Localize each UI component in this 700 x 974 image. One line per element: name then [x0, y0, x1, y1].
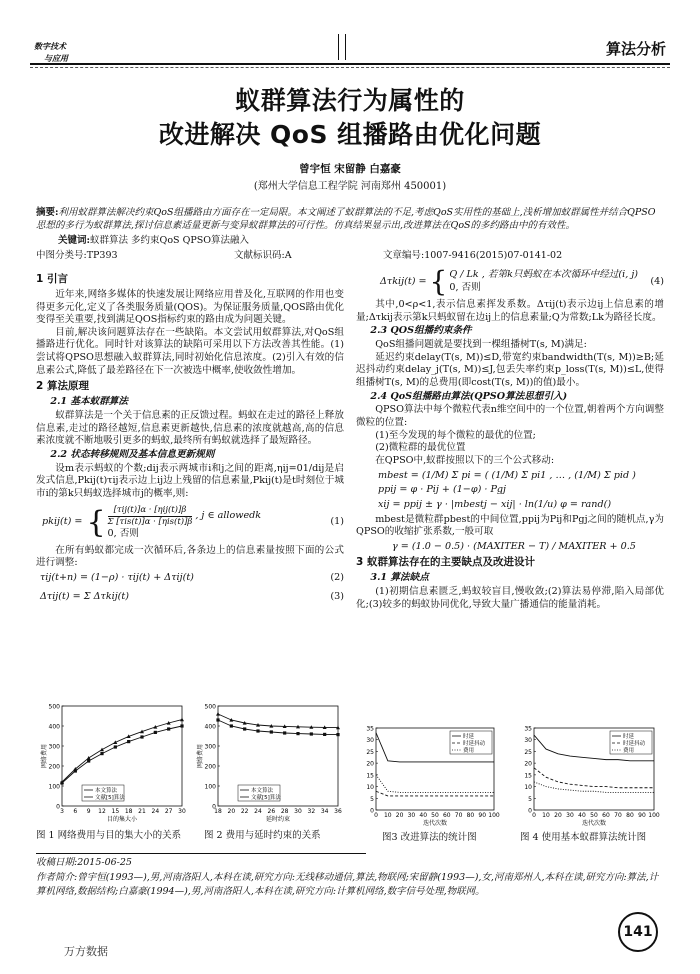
x-tick-label: 70: [614, 812, 622, 819]
x-tick-label: 80: [466, 812, 475, 819]
x-tick-label: 28: [280, 808, 289, 815]
legend-label: 时延抖动: [463, 741, 486, 747]
figure-3: [360, 722, 500, 826]
equation-7-body: xij = ppij ± γ · |mbestj − xij| · ln(1/u) φ = rand(): [378, 498, 612, 510]
data-point: [256, 729, 259, 732]
x-tick-label: 21: [138, 808, 146, 815]
x-tick-label: 20: [227, 808, 236, 815]
column-title: 算法分析: [605, 40, 666, 58]
legend-label: 本文算法: [251, 788, 274, 794]
y-tick-label: 35: [524, 725, 532, 733]
section-2-2-heading: 2.2 状态转移规则及基本信息更新规则: [50, 448, 215, 460]
equation-7: [356, 499, 664, 512]
data-point: [216, 718, 219, 721]
x-tick-label: 40: [419, 812, 428, 819]
x-axis-label: 延时约束: [265, 816, 291, 822]
x-tick-label: 24: [151, 808, 160, 815]
section-1-para-1: 近年来,网络多媒体的快速发展让网络应用普及化,互联网的作用也变得更多元化,定义了各类服务质量(QOS)。为保证服务质量,QOS路由优化变得至关重要,找到满足QOS指标约束的路由成为问题关键。: [36, 288, 344, 326]
x-tick-label: 0: [532, 812, 536, 819]
x-tick-label: 15: [111, 808, 120, 815]
y-tick-label: 300: [204, 743, 216, 751]
data-point: [140, 735, 143, 738]
data-point: [154, 731, 157, 734]
section-3-heading: 3 蚁群算法存在的主要缺点及改进设计: [356, 556, 535, 569]
x-tick-label: 18: [124, 808, 133, 815]
equation-4-lhs: Δτkij(t) =: [380, 275, 427, 287]
clc-number: 中图分类号:TP393: [36, 250, 118, 261]
y-tick-label: 100: [204, 783, 216, 791]
series-line-2: [62, 720, 182, 782]
x-tick-label: 10: [383, 812, 392, 819]
section-2-4-heading: 2.4 QoS组播路由算法(QPSO算法思想引入): [370, 390, 568, 402]
equation-5-body: mbest = (1/M) Σ pi = ( (1/M) Σ pi1 , … , (1/M) Σ pid ): [378, 469, 636, 481]
figure-4-caption: 图 4 使用基本蚁群算法统计图: [520, 832, 647, 843]
section-2-2-para-2: 在所有蚂蚁都完成一次循环后,各条边上的信息素量按照下面的公式进行调整:: [36, 544, 344, 569]
x-tick-label: 100: [648, 812, 660, 819]
y-tick-label: 35: [366, 725, 374, 733]
x-tick-label: 20: [395, 812, 404, 819]
equation-1-number: (1): [330, 516, 344, 528]
legend-label: 文献[5]算法: [251, 795, 281, 801]
journal-logo-line1: 数字技术: [34, 41, 66, 51]
x-tick-label: 3: [60, 808, 64, 815]
equation-1-else: 0, 否则: [107, 528, 139, 539]
y-tick-label: 30: [524, 737, 532, 745]
equation-4-case-a: Q / Lk , 若第k只蚂蚁在本次循环中经过(i, j): [449, 269, 639, 281]
abstract-text: 利用蚁群算法解决约束QoS组播路由方面存在一定局限。本文阐述了蚁群算法的不足,考虑QoS实用性的基础上,浅析增加蚁群属性并结合QPSO思想的多行为蚁群算法,探讨信息素适量更新与变异蚁群算法的可行性。仿真结果显示出,改进算法在QoS的多约路由中的有效性。: [36, 207, 656, 231]
section-1-heading: 1 引言: [36, 273, 68, 285]
data-point: [243, 727, 246, 730]
abstract-label: 摘要:: [36, 207, 59, 218]
x-tick-label: 18: [214, 808, 222, 815]
header-rule: [30, 63, 670, 65]
y-tick-label: 5: [370, 795, 374, 803]
figure-1: [40, 700, 188, 822]
figure-2: [196, 700, 344, 822]
equation-2: [36, 572, 344, 585]
equation-4-case-b: 0, 否则: [449, 282, 481, 293]
y-axis-label: 网络费用: [197, 743, 204, 769]
watermark: 万方数据: [64, 945, 108, 958]
series-line-3: [534, 782, 654, 793]
x-tick-label: 50: [431, 812, 439, 819]
article-number: 文章编号:1007-9416(2015)07-0141-02: [383, 250, 563, 261]
section-1-para-2: 目前,解决该问题算法存在一些缺陷。本文尝试用蚁群算法,对QoS组播路进行优化。同时针对该算法的缺陷可采用以下方法改善其性能。(1)尝试将QPSO思想融入蚁群算法,同时初始化信息浓度。(2)引入有效的信息素公式,降低了最差路径在下一次被选中概率,使收敛性增加。: [36, 326, 344, 376]
figure-2-caption: 图 2 费用与延时约束的关系: [204, 830, 321, 841]
data-point: [167, 727, 170, 730]
x-tick-label: 6: [73, 808, 78, 815]
legend-label: 时延: [463, 734, 475, 740]
data-point: [180, 724, 183, 727]
x-tick-label: 9: [86, 808, 91, 815]
section-2-1-para: 蚁群算法是一个关于信息素的正反馈过程。蚂蚁在走过的路径上释放信息素,走过的路径越短,信息素更新越快,信息素的浓度就越高,高的信息素浓度就不断地吸引更多的蚂蚁,最终所有蚂蚁就选择了最短路径。: [36, 409, 344, 447]
x-tick-label: 50: [590, 812, 598, 819]
y-tick-label: 300: [48, 743, 60, 751]
y-tick-label: 10: [524, 784, 532, 792]
x-axis-label: 目的集大小: [106, 816, 138, 822]
document-code: 文献标识码:A: [234, 250, 292, 261]
equation-2-number: (2): [330, 571, 344, 583]
legend-label: 文献[5]算法: [95, 795, 125, 801]
right-para-1: 其中,0<ρ<1,表示信息素挥发系数。Δτij(t)表示边ij上信息素的增量;Δτkij表示第k只蚂蚁留在边ij上的信息素量;Q为常数;Lk为路径长度。: [356, 299, 664, 323]
x-tick-label: 30: [566, 812, 574, 819]
y-tick-label: 20: [366, 760, 374, 768]
y-tick-label: 0: [370, 807, 374, 815]
journal-logo-line2: 与应用: [44, 53, 68, 63]
x-tick-label: 90: [638, 812, 646, 819]
right-para-9: (1)初期信息素匮乏,蚂蚁较盲目,慢收敛;(2)算法易停滞,陷入局部优化;(3)较多的蚂蚁协同优化,导致大量广播通信的能量消耗。: [356, 585, 664, 610]
x-tick-label: 27: [164, 808, 173, 815]
x-tick-label: 36: [334, 808, 342, 815]
data-point: [323, 733, 326, 736]
x-tick-label: 100: [488, 812, 500, 819]
right-para-2: QoS组播问题就是要找到一棵组播树T(s, M)满足:: [375, 338, 587, 350]
y-tick-label: 500: [48, 703, 60, 711]
data-point: [87, 759, 90, 762]
data-point: [230, 724, 233, 727]
keywords-text: 蚁群算法 多约束QoS QPSO算法融入: [90, 235, 250, 246]
x-tick-label: 0: [374, 812, 378, 819]
legend-label: 时延抖动: [623, 741, 646, 747]
right-para-8: mbest是微粒群pbest的中间位置,ppij为Pij和Pgj之间的随机点,γ为QPSO的收缩扩张系数,一般可取: [356, 513, 664, 538]
right-para-7: 在QPSO中,蚁群按照以下的三个公式移动:: [375, 454, 555, 466]
right-para-5: (1)至今发现的每个微粒的最优的位置;: [375, 429, 536, 441]
y-tick-label: 0: [212, 803, 216, 811]
figure-1-caption: 图 1 网络费用与目的集大小的关系: [36, 830, 182, 841]
equation-6: [356, 484, 664, 497]
equation-1-denominator: Σ [τis(t)]α · [ηis(t)]β: [107, 516, 193, 527]
paper-title-line2: 改进解决 QoS 组播路由优化问题: [158, 120, 542, 149]
x-tick-label: 30: [294, 808, 302, 815]
right-column: [356, 265, 664, 611]
y-tick-label: 200: [204, 763, 216, 771]
figure-4: [518, 722, 660, 826]
legend-label: 时延: [623, 734, 635, 740]
page-number: 141: [618, 912, 658, 952]
header-divider: [338, 34, 346, 60]
equation-8-body: γ = (1.0 − 0.5) · (MAXITER − T) / MAXITER + 0.5: [392, 540, 636, 552]
y-tick-label: 0: [56, 803, 60, 811]
abstract: [36, 207, 664, 232]
footer-rule: [36, 853, 366, 854]
received-date: 收稿日期:2015-06-25: [36, 857, 132, 868]
header-dots: [30, 67, 670, 68]
data-point: [283, 731, 286, 734]
x-tick-label: 12: [98, 808, 106, 815]
equation-3-body: Δτij(t) = Σ Δτkij(t): [40, 590, 130, 602]
section-2-3-heading: 2.3 QOS组播约束条件: [370, 325, 472, 337]
x-tick-label: 10: [542, 812, 550, 819]
equation-5: [356, 470, 664, 483]
y-tick-label: 200: [48, 763, 60, 771]
series-line-1: [62, 726, 182, 783]
figure-3-caption: 图3 改进算法的统计图: [382, 832, 477, 843]
data-point: [310, 732, 313, 735]
x-tick-label: 34: [320, 808, 329, 815]
equation-2-body: τij(t+n) = (1−ρ) · τij(t) + Δτij(t): [40, 571, 194, 583]
data-point: [100, 748, 104, 752]
equation-6-body: ppij = φ · Pij + (1−φ) · Pgj: [378, 484, 507, 496]
equation-4-number: (4): [650, 275, 664, 287]
y-tick-label: 500: [204, 703, 216, 711]
left-column: [36, 270, 344, 605]
y-tick-label: 400: [204, 723, 216, 731]
authors: 曾宇恒 宋留静 白嘉豪: [299, 163, 401, 175]
equation-1: pkij(t) = { [τij(t)]α · [ηij(t)]β Σ [τis(t)]α · [ηis(t)]β , j ∈ allowedk 0, 否则 (1): [42, 504, 344, 540]
author-bio: 作者简介:曾宇恒(1993—),男,河南洛阳人,本科在读,研究方向:无线移动通信,算法,物联网;宋留静(1993—),女,河南郑州人,本科在读,研究方向:算法,计算机网络,数据结构;白嘉豪(1994—),男,河南洛阳人,本科在读,研究方向:计算机网络,数字信号处理,物联网。: [36, 872, 659, 897]
y-tick-label: 15: [366, 772, 374, 780]
keywords: [58, 235, 249, 248]
legend-label: 费用: [463, 748, 475, 754]
x-tick-label: 80: [626, 812, 634, 819]
section-2-2-para-1: 设m表示蚂蚁的个数;dij表示两城市i和j之间的距离,ηij=01/dij是启发式信息,Pkij(t)τij表示边上ij边上残留的信息素量,Pkij(t)是t时刻位于城市i的第k只蚂蚁选择城市j的概率,则:: [36, 462, 344, 499]
x-tick-label: 30: [407, 812, 416, 819]
y-tick-label: 0: [528, 807, 532, 815]
x-tick-label: 60: [602, 812, 610, 819]
data-point: [100, 752, 103, 755]
legend-label: 本文算法: [95, 788, 118, 794]
y-tick-label: 25: [524, 748, 532, 756]
series-line-2: [534, 768, 654, 788]
x-axis-label: 迭代次数: [422, 820, 448, 826]
series-line-2: [376, 791, 494, 796]
y-tick-label: 100: [48, 783, 60, 791]
x-tick-label: 22: [240, 808, 249, 815]
x-tick-label: 60: [442, 812, 451, 819]
data-point: [270, 730, 273, 733]
keywords-label: 关键词:: [58, 235, 91, 246]
right-para-6: (2)微粒群的最优位置: [375, 442, 466, 454]
y-tick-label: 25: [366, 748, 374, 756]
x-tick-label: 32: [307, 808, 316, 815]
legend-label: 费用: [623, 748, 635, 754]
equation-1-numerator: [τij(t)]α · [ηij(t)]β: [108, 505, 193, 517]
data-point: [87, 756, 91, 760]
data-point: [216, 712, 220, 716]
x-tick-label: 20: [554, 812, 562, 819]
x-tick-label: 40: [578, 812, 586, 819]
paper-title-line1: 蚁群算法行为属性的: [235, 86, 465, 115]
data-point: [336, 733, 339, 736]
y-tick-label: 20: [524, 760, 532, 768]
x-tick-label: 24: [254, 808, 262, 815]
y-tick-label: 30: [366, 737, 374, 745]
data-point: [180, 718, 184, 722]
equation-4: Δτkij(t) = { Q / Lk , 若第k只蚂蚁在本次循环中经过(i, j) 0, 否则 (4): [380, 265, 664, 298]
section-2-1-heading: 2.1 基本蚁群算法: [50, 396, 128, 408]
y-axis-label: 网络费用: [41, 743, 48, 769]
x-tick-label: 26: [267, 808, 276, 815]
equation-8: [356, 541, 664, 554]
x-tick-label: 90: [478, 812, 487, 819]
right-para-4: QPSO算法中每个微粒代表n维空间中的一个位置,朝着两个方向调整微粒的位置:: [356, 404, 664, 428]
section-2-heading: 2 算法原理: [36, 380, 89, 393]
affiliation: (郑州大学信息工程学院 河南郑州 450001): [253, 181, 447, 192]
equation-1-lhs: pkij(t) =: [42, 516, 83, 528]
series-line-2: [218, 714, 338, 728]
right-para-3: 延迟约束delay(T(s, M))≤D,带宽约束bandwidth(T(s, M))≥B;延迟抖动约束delay_j(T(s, M))≤J,包丢失率约束p_loss(T(s, M))≤L,使得组播树T(s, M)的总费用(即cost(T(s, M))的值)最小。: [356, 351, 664, 388]
data-point: [127, 740, 130, 743]
equation-3-number: (3): [330, 590, 344, 602]
equation-3: [36, 591, 344, 604]
journal-logo: [34, 40, 68, 64]
y-tick-label: 5: [528, 795, 532, 803]
x-tick-label: 70: [454, 812, 463, 819]
x-axis-label: 迭代次数: [581, 820, 607, 826]
data-point: [296, 732, 299, 735]
series-line-3: [376, 775, 494, 793]
y-tick-label: 400: [48, 723, 60, 731]
data-point: [114, 745, 117, 748]
equation-1-condition: , j ∈ allowedk: [195, 509, 262, 521]
y-tick-label: 15: [524, 772, 532, 780]
x-tick-label: 30: [178, 808, 186, 815]
y-tick-label: 10: [366, 784, 374, 792]
section-3-1-heading: 3.1 算法缺点: [370, 572, 429, 584]
